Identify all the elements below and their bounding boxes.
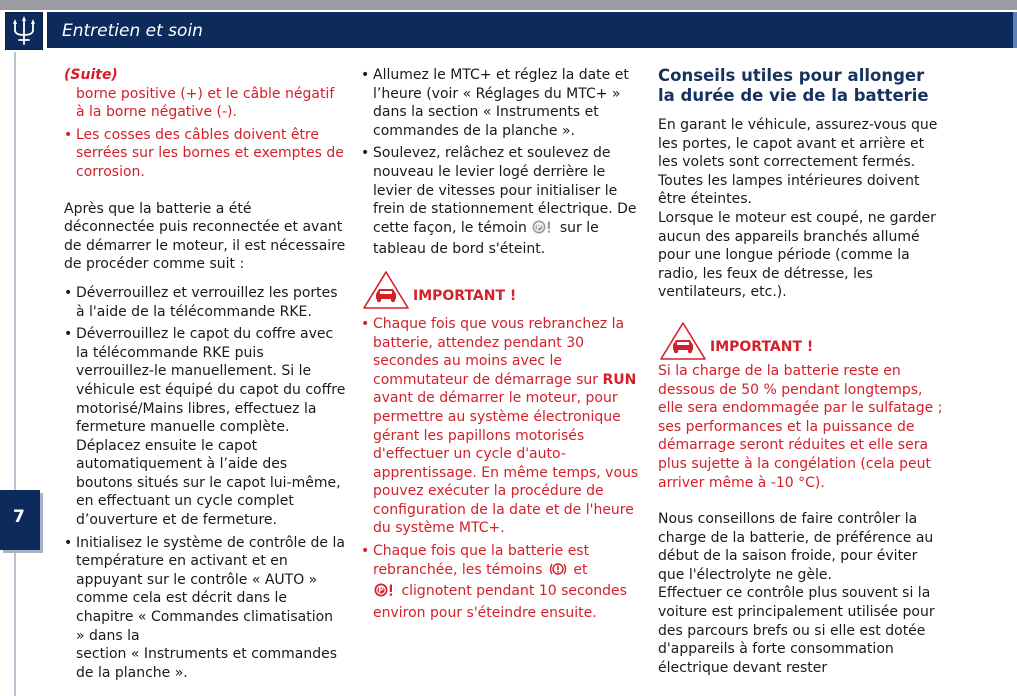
bullet-text-end: section « Instruments et commandes de la planche ». <box>76 646 337 681</box>
list-item: • Chaque fois que vous rebranchez la batterie, attendez pendant 30 secondes au moins avec le commutateur de démarrage sur RUN avant de démarrer le moteur, pour permettre au système électronique gérant les papillons motorisés d'effectuer un cycle d'auto-apprentissage. En même temps, vous pouvez exécuter la procédure de configuration de la date et de l'heure du système MTC+. <box>361 315 639 537</box>
warning-paragraph: Si la charge de la batterie reste en dessous de 50 % pendant longtemps, elle sera endommagée par le sulfatage ; ses performances et la puissance de démarrage seront réduites et elle sera plus sujette à la congélation (cela peut arriver même à -10 °C). <box>658 362 943 491</box>
warning-text-end: avant de démarrer le moteur, pour permettre au système électronique gérant les papillons motorisés d'effectuer un cycle d'auto-apprentissage. En même temps, vous pouvez exécuter la procédure de configuration de la date et de l'heure du système MTC+. <box>373 390 639 537</box>
bullet-text-end: sur le tableau de bord s'éteint. <box>373 219 599 258</box>
parking-brake-indicator-icon <box>373 582 397 604</box>
bullet-text: Déverrouillez et verrouillez les portes à l'aide de la télécommande RKE. <box>76 284 338 320</box>
column-middle <box>361 66 641 622</box>
continued-text: borne positive (+) et le câble négatif à la borne négative (-). <box>76 85 335 121</box>
paragraph: Effectuer ce contrôle plus souvent si la voiture est principalement utilisée pour des parcours brefs ou si elle est dotée d'appareils à forte consommation électrique devant rester <box>658 585 935 676</box>
page-title: Entretien et soin <box>62 21 203 41</box>
paragraph: En garant le véhicule, assurez-vous que les portes, le capot avant et arrière et les volets sont correctement fermés. Toutes les lampes intérieures doivent être éteintes. <box>658 117 938 208</box>
parking-brake-indicator-icon <box>531 219 555 241</box>
car-warning-triangle-icon <box>361 269 411 311</box>
list-item: • Déverrouillez et verrouillez les portes à l'aide de la télécommande RKE. <box>64 284 346 321</box>
warning-text: Chaque fois que vous rebranchez la batterie, attendez pendant 30 secondes au moins avec le commutateur de démarrage sur <box>373 315 625 388</box>
list-item: • Déverrouillez le capot du coffre avec la télécommande RKE puis verrouillez-le manuellement. Si le véhicule est équipé du capot du coffre motorisé/Mains libres, effectuez la fermeture manuelle complète. Déplacez ensuite le capot automatiquement à l’aide des boutons situés sur le capot lui-même, en effectuant un cycle complet d’ouverture et de fermeture. <box>64 326 346 529</box>
list-item: • Allumez le MTC+ et réglez la date et l’heure (voir « Réglages du MTC+ » dans la section « Instruments et commandes de la planche ». <box>361 66 641 140</box>
warning-text: Chaque fois que la batterie est rebranchée, les témoins <box>373 543 590 578</box>
paragraph: Lorsque le moteur est coupé, ne garder aucun des appareils branchés allumé pour une longue période (comme la radio, les feux de détresse, les ventilateurs, etc.). <box>658 209 936 301</box>
bullet-text: Allumez le MTC+ et réglez la date et l’heure (voir « Réglages du MTC+ » dans la section « Instruments et commandes de la planche ». <box>373 67 629 139</box>
svg-text:P: P <box>536 222 543 232</box>
svg-text:P: P <box>378 585 384 595</box>
list-item: • Soulevez, relâchez et soulevez de nouveau le levier logé derrière le levier de vitesses pour initialiser le frein de stationnement électrique. De cette façon, le témoin P sur le tableau de bord s'éteint. <box>361 145 637 258</box>
car-warning-triangle-icon <box>658 320 708 362</box>
paragraph: Nous conseillons de faire contrôler la charge de la batterie, de préférence au début de la saison froide, pour éviter que l'électrolyte ne gèle. <box>658 511 934 583</box>
bullet-text: Initialisez le système de contrôle de la température en activant et en appuyant sur le contrôle « AUTO » comme cela est décrit dans le chapitre « Commandes climatisation » dans la <box>76 534 345 644</box>
important-block <box>658 320 943 362</box>
chapter-tab <box>0 490 40 550</box>
page-header <box>0 10 1017 52</box>
bullet-text: Déverrouillez le capot du coffre avec la télécommande RKE puis verrouillez-le manuellement. Si le véhicule est équipé du capot du coffre motorisé/Mains libres, effectuez la fermeture manuelle complète. Déplacez ensuite le capot automatiquement à l’aide des boutons situés sur le capot lui-même, en effectuant un cycle complet d’ouverture et de fermeture. <box>76 326 346 529</box>
intro-paragraph: Après que la batterie a été déconnectée puis reconnectée et avant de démarrer le moteur, il est nécessaire de procéder comme suit : <box>64 200 346 273</box>
bullet-text: Les cosses des câbles doivent être serrées sur les bornes et exemptes de corrosion. <box>76 126 344 180</box>
bullet-text: Soulevez, relâchez et soulevez de nouveau le levier logé derrière le levier de vitesses pour initialiser le frein de stationnement électrique. De cette façon, le témoin <box>373 145 637 236</box>
list-item: • Initialisez le système de contrôle de la température en activant et en appuyant sur le contrôle « AUTO » comme cela est décrit dans le chapitre « Commandes climatisation » dans la section « Instruments et commandes de la planche ». <box>64 534 345 681</box>
important-label: IMPORTANT ! <box>710 338 814 355</box>
column-left <box>64 66 346 682</box>
warning-text-mid: et <box>573 561 588 578</box>
run-label: RUN <box>602 371 637 388</box>
side-rule <box>14 52 16 696</box>
section-heading: Conseils utiles pour allonger la durée de vie de la batterie <box>658 66 929 105</box>
suite-label: (Suite) <box>64 67 118 83</box>
chapter-number: 7 <box>13 507 25 527</box>
trident-logo-icon <box>5 12 43 50</box>
brake-warning-indicator-icon <box>547 561 569 583</box>
important-block <box>361 269 641 311</box>
warning-text-end: clignotent pendant 10 secondes environ pour s'éteindre ensuite. <box>373 583 627 621</box>
top-strip <box>0 0 1017 10</box>
column-right <box>658 66 943 677</box>
important-label: IMPORTANT ! <box>413 287 517 304</box>
list-item: • Les cosses des câbles doivent être serrées sur les bornes et exemptes de corrosion. <box>64 126 346 182</box>
header-bar <box>47 12 1017 48</box>
list-item: • Chaque fois que la batterie est rebranchée, les témoins et P clignotent pendant 10 secondes environ pour s'éteindre ensuite. <box>361 543 627 621</box>
